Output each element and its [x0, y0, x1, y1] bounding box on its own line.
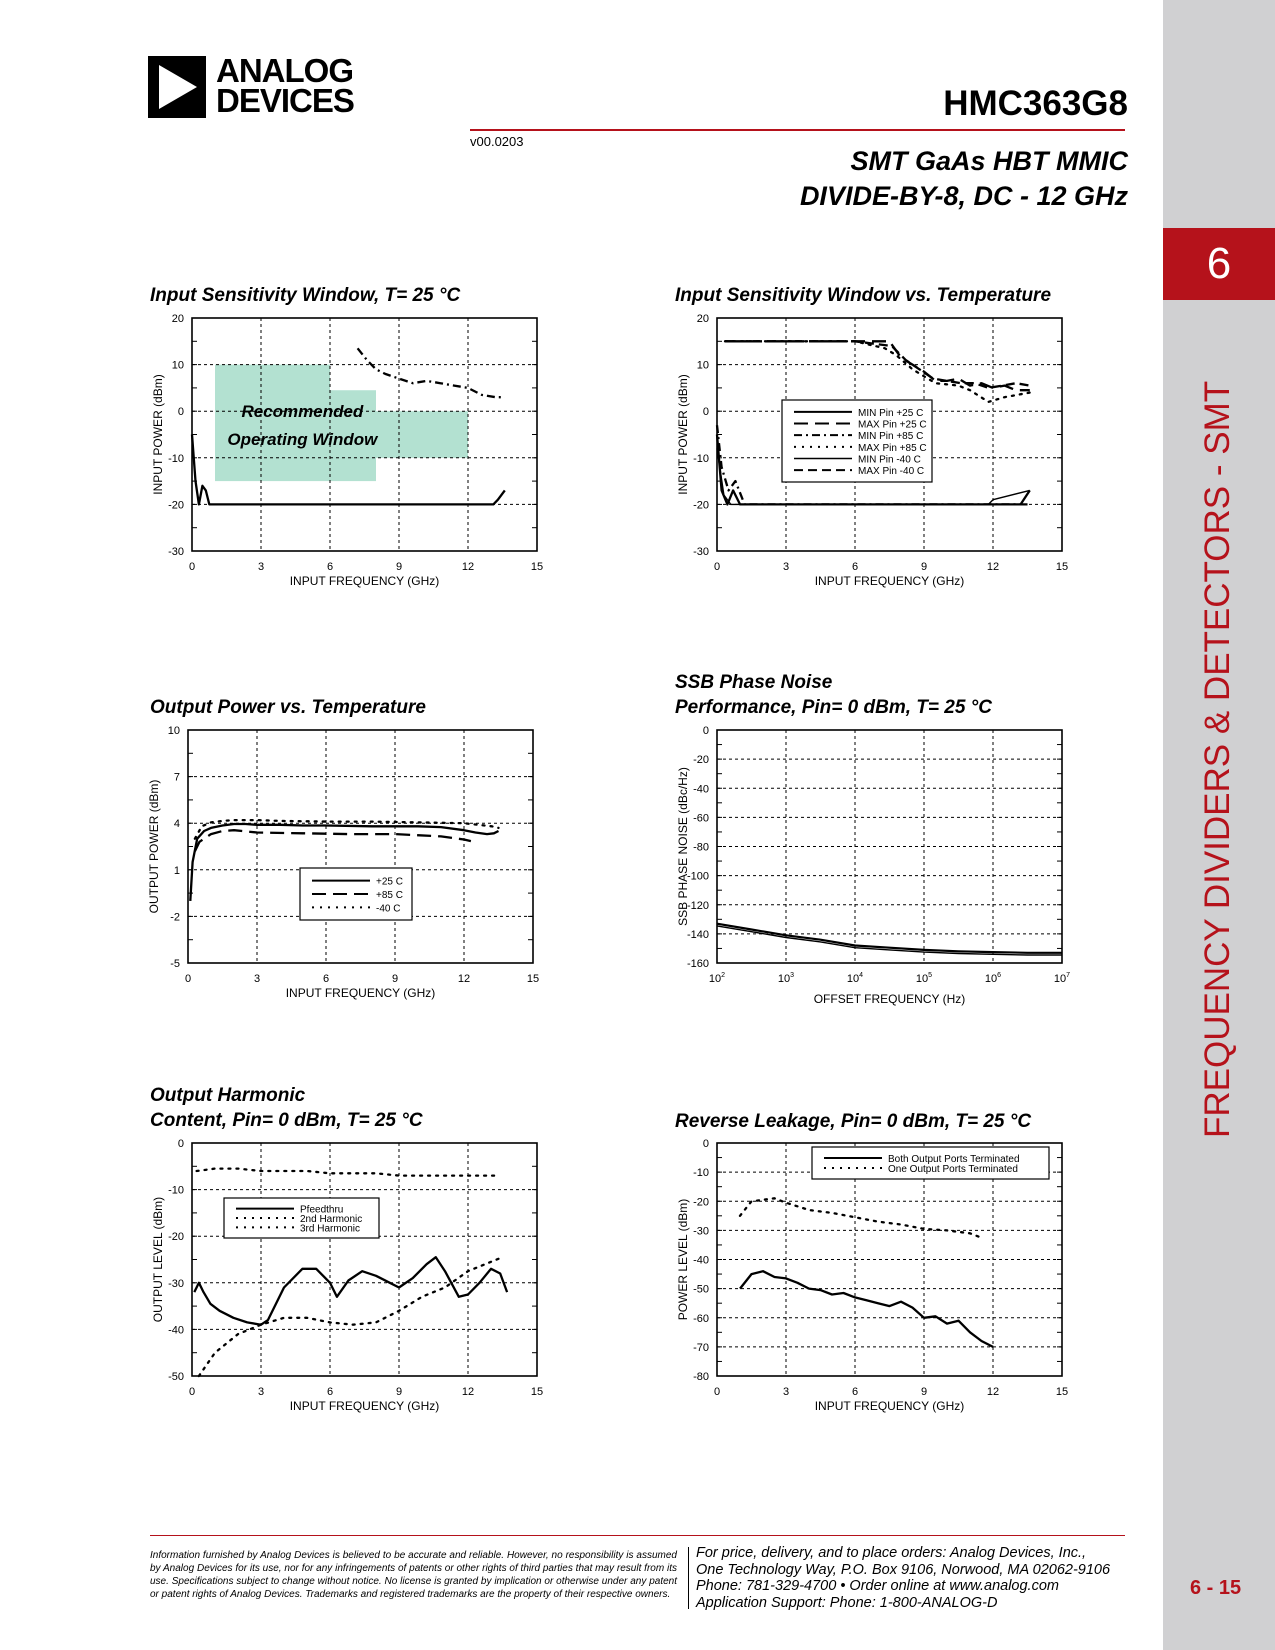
y-tick-label: -30 — [168, 1277, 184, 1290]
plot-frame — [188, 730, 533, 963]
window-label: Operating Window — [227, 429, 378, 449]
chart-title: Output Power vs. Temperature — [150, 697, 426, 718]
series-line — [358, 348, 505, 397]
analog-devices-logo — [148, 52, 368, 119]
x-tick-label: 6 — [326, 561, 334, 573]
chart-title: Output Harmonic Content, Pin= 0 dBm, T= 25 °C — [150, 1085, 423, 1131]
series-line — [725, 341, 1030, 390]
x-axis-label: INPUT FREQUENCY (GHz) — [289, 574, 440, 588]
footer-rule — [150, 1535, 1125, 1536]
series-line — [740, 1198, 982, 1237]
y-tick-label: -10 — [693, 452, 709, 465]
x-tick-label: 15 — [1055, 561, 1069, 573]
legend-label: MAX Pin +25 C — [858, 419, 927, 431]
section-title: FREQUENCY DIVIDERS & DETECTORS - SMT — [1198, 380, 1237, 1138]
x-tick-label: 12 — [457, 973, 471, 985]
y-tick-label: -70 — [693, 1341, 709, 1354]
x-tick-label: 12 — [986, 1386, 1000, 1398]
y-axis-label: POWER LEVEL (dBm) — [676, 1198, 690, 1321]
series-line — [717, 926, 1062, 955]
legend-label: MIN Pin +25 C — [858, 407, 924, 419]
y-tick-label: -10 — [168, 1184, 184, 1197]
y-tick-label: -10 — [168, 452, 184, 465]
y-tick-label: -20 — [168, 499, 184, 512]
page-number: 6 - 15 — [1190, 1577, 1242, 1599]
series-line — [197, 1169, 498, 1176]
y-tick-label: -30 — [693, 1225, 709, 1238]
y-tick-label: -120 — [686, 899, 709, 912]
x-tick-label: 15 — [530, 561, 544, 573]
x-tick-label: 15 — [1055, 1386, 1069, 1398]
x-tick-label: 0 — [184, 973, 192, 985]
legend-label: MIN Pin -40 C — [858, 454, 921, 466]
y-tick-label: -160 — [686, 958, 709, 970]
x-tick-label: 3 — [257, 561, 265, 573]
x-tick-label: 6 — [851, 1386, 859, 1398]
x-tick-label: 3 — [257, 1386, 265, 1398]
x-tick-label: 6 — [322, 973, 330, 985]
y-axis-label: OUTPUT POWER (dBm) — [147, 779, 161, 914]
y-tick-label: -40 — [693, 783, 709, 796]
chart-output-harmonic — [150, 1138, 580, 1448]
logo-triangle-icon — [148, 56, 206, 118]
y-tick-label: -20 — [693, 499, 709, 512]
y-axis-label: SSB PHASE NOISE (dBc/Hz) — [676, 767, 690, 926]
y-tick-label: -50 — [168, 1371, 184, 1383]
x-tick-label: 3 — [782, 1386, 790, 1398]
y-axis-label: OUTPUT LEVEL (dBm) — [151, 1196, 165, 1323]
y-tick-label: 7 — [173, 771, 180, 784]
legend-label: MAX Pin -40 C — [858, 466, 925, 478]
legend-label: +85 C — [376, 890, 403, 901]
x-tick-label: 6 — [851, 561, 859, 573]
legend-label: -40 C — [376, 903, 401, 915]
series-line — [199, 1257, 503, 1376]
y-tick-label: -20 — [693, 1196, 709, 1209]
x-tick-label: 9 — [395, 1386, 403, 1398]
y-tick-label: -20 — [168, 1231, 184, 1244]
y-tick-label: -100 — [686, 870, 709, 883]
y-tick-label: -5 — [170, 958, 180, 970]
y-tick-label: 10 — [167, 725, 180, 737]
version-label: v00.0203 — [470, 134, 524, 149]
y-tick-label: 1 — [173, 864, 180, 877]
plot-frame — [717, 730, 1062, 963]
y-tick-label: -10 — [693, 1167, 709, 1180]
y-tick-label: 0 — [177, 1138, 184, 1150]
x-axis-label: INPUT FREQUENCY (GHz) — [814, 574, 965, 588]
x-tick-label: 0 — [713, 561, 721, 573]
x-tick-label: 0 — [713, 1386, 721, 1398]
plot-frame — [192, 1143, 537, 1376]
x-tick-label: 9 — [920, 1386, 928, 1398]
section-number: 6 — [1163, 228, 1275, 300]
x-tick-label: $10^2$ — [708, 972, 726, 985]
y-tick-label: -30 — [693, 546, 709, 558]
series-line — [195, 830, 471, 851]
footer-disclaimer: Information furnished by Analog Devices is believed to be accurate and reliable. However, no responsibility is assumed by Analog Devices for its use, nor for any infringements of patents or other rights of third parties that may result from its use. Specifications subject to change without notice. No license is granted by implication or otherwise under any patent or patent rights of Analog Devices. Trademarks and registered trademarks are the property of their respective owners. — [150, 1550, 677, 1600]
y-tick-label: 0 — [702, 1138, 709, 1150]
footer-contact: For price, delivery, and to place orders: Analog Devices, Inc., One Technology Way, P.O. Box 9106, Norwood, MA 02062-9106 Phone: 781-329-4700 • Order online at www.analog.com Application Support: Phone: 1-800-ANALOG-D — [696, 1545, 1111, 1611]
chart-ssb-phase-noise — [675, 725, 1105, 1035]
y-tick-label: -20 — [693, 754, 709, 767]
x-tick-label: $10^4$ — [846, 972, 864, 985]
x-tick-label: $10^6$ — [984, 972, 1002, 985]
legend-label: 3rd Harmonic — [300, 1223, 361, 1235]
part-number: HMC363G8 — [943, 84, 1128, 123]
chart-title: Reverse Leakage, Pin= 0 dBm, T= 25 °C — [675, 1111, 1032, 1132]
footer-divider — [688, 1547, 689, 1609]
chart-input-sensitivity — [150, 313, 580, 628]
x-tick-label: 12 — [461, 1386, 475, 1398]
y-tick-label: 20 — [171, 313, 184, 325]
chart-output-power-vs-temp — [147, 725, 580, 1035]
product-subtitle: SMT GaAs HBT MMIC DIVIDE-BY-8, DC - 12 GHz — [799, 146, 1128, 211]
x-tick-label: 9 — [395, 561, 403, 573]
x-axis-label: INPUT FREQUENCY (GHz) — [289, 1399, 440, 1413]
y-tick-label: 0 — [702, 406, 709, 419]
x-axis-label: INPUT FREQUENCY (GHz) — [814, 1399, 965, 1413]
x-axis-label: INPUT FREQUENCY (GHz) — [285, 986, 436, 1000]
legend-label: +25 C — [376, 876, 403, 888]
y-tick-label: -30 — [168, 546, 184, 558]
y-axis-label: INPUT POWER (dBm) — [676, 374, 690, 495]
legend-label: MAX Pin +85 C — [858, 442, 927, 454]
x-tick-label: 12 — [461, 561, 475, 573]
y-tick-label: 0 — [177, 406, 184, 419]
y-tick-label: 20 — [696, 313, 709, 325]
operating-window-region — [376, 411, 468, 458]
x-tick-label: 9 — [920, 561, 928, 573]
legend-label: 2nd Harmonic — [300, 1214, 363, 1225]
x-tick-label: 15 — [526, 973, 540, 985]
chart-reverse-leakage — [675, 1138, 1105, 1448]
y-tick-label: 10 — [696, 359, 709, 372]
chart-title: SSB Phase Noise Performance, Pin= 0 dBm, T= 25 °C — [675, 672, 992, 718]
chart-title: Input Sensitivity Window vs. Temperature — [675, 285, 1052, 306]
y-axis-label: INPUT POWER (dBm) — [151, 374, 165, 495]
series-line — [740, 1271, 993, 1347]
x-tick-label: 3 — [782, 561, 790, 573]
x-tick-label: 3 — [253, 973, 261, 985]
logo-wordmark: ANALOG DEVICES — [216, 52, 354, 119]
x-tick-label: 6 — [326, 1386, 334, 1398]
chart-input-sensitivity-vs-temp — [675, 313, 1105, 628]
legend-label: One Output Ports Terminated — [888, 1164, 1018, 1175]
operating-window-region — [215, 365, 330, 482]
y-tick-label: -60 — [693, 812, 709, 825]
y-tick-label: -140 — [686, 928, 709, 941]
y-tick-label: -80 — [693, 841, 709, 854]
x-tick-label: $10^3$ — [777, 972, 795, 985]
y-tick-label: 4 — [173, 818, 180, 831]
series-line — [725, 341, 1030, 388]
y-tick-label: 10 — [171, 359, 184, 372]
x-tick-label: 0 — [188, 1386, 196, 1398]
y-tick-label: 0 — [702, 725, 709, 737]
window-label: Recommended — [241, 401, 364, 421]
x-tick-label: 12 — [986, 561, 1000, 573]
chart-title: Input Sensitivity Window, T= 25 °C — [150, 285, 461, 306]
x-tick-label: $10^5$ — [915, 972, 933, 985]
x-tick-label: $10^7$ — [1053, 972, 1071, 985]
y-tick-label: -80 — [693, 1371, 709, 1383]
legend-label: MIN Pin +85 C — [858, 431, 924, 443]
series-line — [194, 1257, 507, 1325]
x-axis-label: OFFSET FREQUENCY (Hz) — [813, 992, 966, 1006]
y-tick-label: -2 — [170, 911, 180, 924]
x-tick-label: 9 — [391, 973, 399, 985]
legend-label: Both Output Ports Terminated — [888, 1154, 1020, 1165]
x-tick-label: 0 — [188, 561, 196, 573]
header-rule — [470, 129, 1125, 131]
legend-label: Pfeedthru — [300, 1204, 344, 1216]
y-tick-label: -40 — [168, 1324, 184, 1337]
y-tick-label: -40 — [693, 1254, 709, 1267]
series-line — [717, 924, 1062, 953]
y-tick-label: -50 — [693, 1283, 709, 1296]
x-tick-label: 15 — [530, 1386, 544, 1398]
y-tick-label: -60 — [693, 1312, 709, 1325]
series-line — [725, 341, 1030, 402]
